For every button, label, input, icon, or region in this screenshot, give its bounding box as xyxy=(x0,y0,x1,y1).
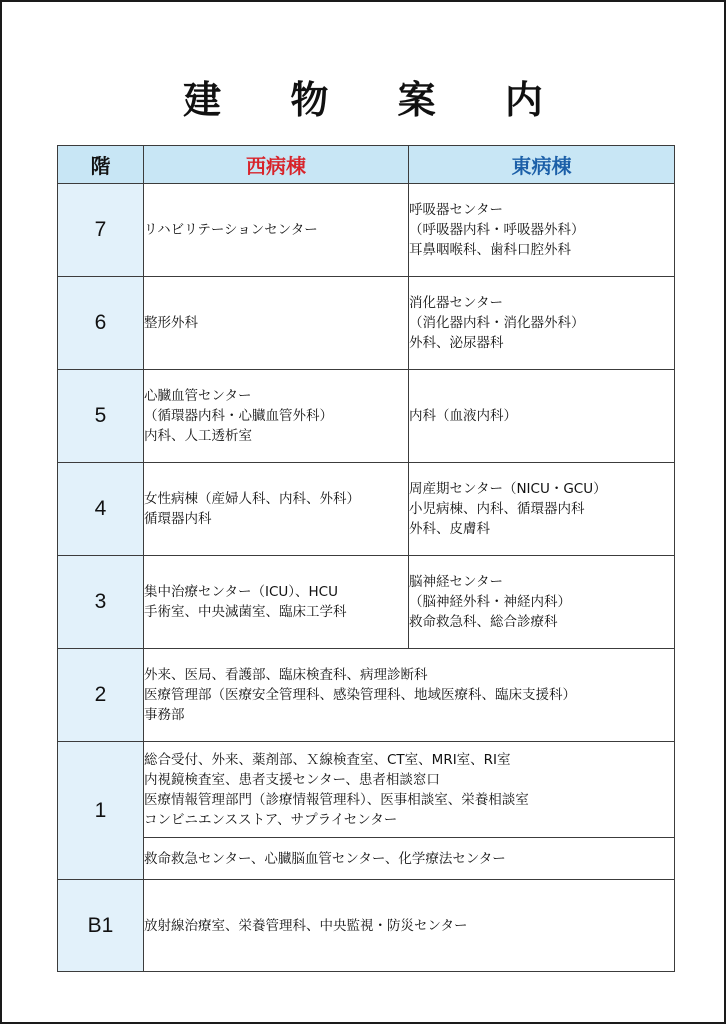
department-line: 心臓血管センター xyxy=(144,388,252,404)
floor-label: 5 xyxy=(58,370,144,463)
department-line: 内科（血液内科） xyxy=(409,408,517,424)
department-line: 救命救急科、総合診療科 xyxy=(409,614,558,630)
floor-label: 3 xyxy=(58,556,144,649)
department-line: 整形外科 xyxy=(144,315,198,331)
department-line: 呼吸器センター xyxy=(409,202,503,218)
floor-label: 2 xyxy=(58,649,144,742)
floor-row-5 xyxy=(58,370,675,463)
department-line: 集中治療センター（ICU）、HCU xyxy=(144,584,338,600)
department-line: （脳神経外科・神経内科） xyxy=(409,594,571,610)
department-line: 総合受付、外来、薬剤部、Ｘ線検査室、CT室、MRI室、RI室 xyxy=(144,751,511,768)
floor-row-3 xyxy=(58,556,675,649)
department-line: 外科、泌尿器科 xyxy=(409,335,504,351)
department-line: 周産期センター（NICU・GCU） xyxy=(409,481,607,497)
floor-label: 6 xyxy=(58,277,144,370)
east-wing-cell xyxy=(409,463,675,556)
department-line: 内科、人工透析室 xyxy=(144,428,252,444)
floor-row-6 xyxy=(58,277,675,370)
east-wing-cell xyxy=(409,370,675,463)
merged-wing-cell xyxy=(144,880,675,972)
page-title: 建 物 案 内 xyxy=(183,78,571,122)
floor-label: 7 xyxy=(58,184,144,277)
west-wing-cell xyxy=(144,463,409,556)
west-wing-cell xyxy=(144,556,409,649)
floor-row-7 xyxy=(58,184,675,277)
department-line: 脳神経センター xyxy=(409,574,503,590)
east-wing-cell xyxy=(409,556,675,649)
floor-label: B1 xyxy=(58,880,144,972)
department-line: 医療管理部（医療安全管理科、感染管理科、地域医療科、臨床支援科） xyxy=(144,687,576,703)
department-line: 外来、医局、看護部、臨床検査科、病理診断科 xyxy=(144,667,428,683)
floor-column-header: 階 xyxy=(58,146,144,184)
department-line: 女性病棟（産婦人科、内科、外科） xyxy=(144,491,360,507)
department-line: 外科、皮膚科 xyxy=(409,521,490,537)
merged-wing-cell xyxy=(144,742,675,838)
floor-guide-table xyxy=(57,145,675,972)
department-line: コンビニエンスストア、サプライセンター xyxy=(144,811,398,828)
department-line: 小児病棟、内科、循環器内科 xyxy=(409,501,585,517)
department-line: （消化器内科・消化器外科） xyxy=(409,315,585,331)
floor-row-1 xyxy=(58,742,675,838)
department-line: 消化器センター xyxy=(409,295,503,311)
merged-wing-cell xyxy=(144,838,675,880)
header-row xyxy=(58,146,675,184)
floor-label: 1 xyxy=(58,742,144,880)
department-line: 救命救急センター、心臓脳血管センター、化学療法センター xyxy=(144,850,506,867)
floor-label: 4 xyxy=(58,463,144,556)
department-line: （循環器内科・心臓血管外科） xyxy=(144,408,333,424)
department-line: （呼吸器内科・呼吸器外科） xyxy=(409,222,585,238)
department-line: リハビリテーションセンター xyxy=(144,222,318,238)
floor-row-4 xyxy=(58,463,675,556)
floor-row-b1 xyxy=(58,880,675,972)
department-line: 医療情報管理部門（診療情報管理科）、医事相談室、栄養相談室 xyxy=(144,791,529,808)
department-line: 循環器内科 xyxy=(144,511,212,527)
department-line: 放射線治療室、栄養管理科、中央監視・防災センター xyxy=(144,917,468,934)
west-wing-cell xyxy=(144,370,409,463)
east-wing-header: 東病棟 xyxy=(409,146,675,184)
east-wing-cell xyxy=(409,184,675,277)
west-wing-header: 西病棟 xyxy=(144,146,409,184)
west-wing-cell xyxy=(144,277,409,370)
floor-row-2 xyxy=(58,649,675,742)
department-line: 手術室、中央滅菌室、臨床工学科 xyxy=(144,604,347,620)
department-line: 耳鼻咽喉科、歯科口腔外科 xyxy=(409,242,571,258)
west-wing-cell xyxy=(144,184,409,277)
merged-wing-cell xyxy=(144,649,675,742)
department-line: 事務部 xyxy=(144,707,185,723)
floor-row-1-sub xyxy=(58,838,675,880)
east-wing-cell xyxy=(409,277,675,370)
department-line: 内視鏡検査室、患者支援センター、患者相談窓口 xyxy=(144,771,440,788)
